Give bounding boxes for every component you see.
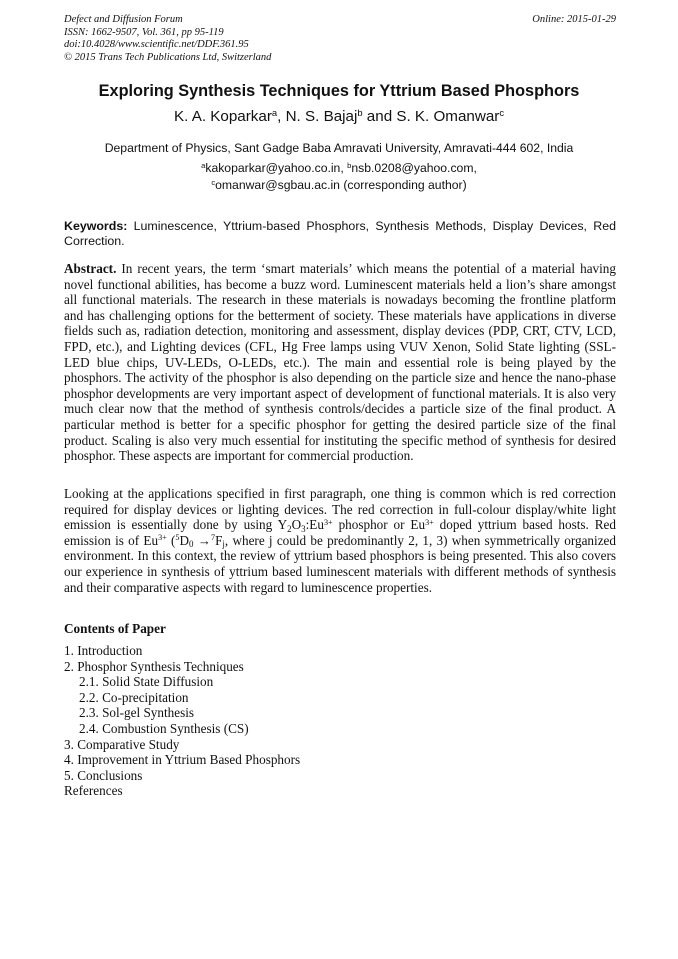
email-a: kakoparkar@yahoo.co.in, (205, 161, 348, 175)
toc-item: References (64, 783, 123, 799)
author-separator: , (277, 108, 286, 125)
subscript: j (222, 539, 225, 550)
author-list (0, 108, 678, 125)
keywords-label: Keywords: (64, 219, 128, 233)
superscript: 7 (210, 533, 216, 543)
para-text: O (291, 517, 302, 533)
abstract-text: In recent years, the term ‘smart materials’ which means the potential of a material having novel functional abilities, has become a buzz word. Luminescent materials held a lion’s share amongst all functional materials. The research in these materials is nowadays becoming the frontline platform and has challenging options for the betterment of society. These materials have applications in diverse fields such as, radiation detection, monitoring and assessment, display devices (PDP, CRT, CTV, LCD, FPD, etc.), and Lighting devices (CFL, Hg Free lamps using VUV Xenon, Solid State lighting (SSL-LED blue chips, UV-LEDs, O-LEDs, etc.). The main and essential role is being played by the phosphors. The activity of the phosphor is also depending on the particle size and hence the nano-phase phosphor developments are very important aspect of development of functional materials. It is also very much clear now that the method of synthesis controls/decides a particle size of the final product. A particular method is better for a specific phosphor for getting the desired particle size of the final product. Scaling is also very much essential for instituting the specific method of synthesis for desired phosphor. These aspects are important for commercial production. (64, 261, 616, 464)
author-separator: and (362, 108, 397, 125)
para-text: Looking at the applications specified in first paragraph, one thing is common which is red correction required for display devices or lighting devices. The red correction in full-colour display/white light emission is essentially done by using Y (64, 486, 616, 533)
author-name: K. A. Koparkar (173, 108, 272, 125)
toc-subitem: 2.2. Co-precipitation (79, 689, 189, 705)
abstract (64, 261, 616, 464)
keywords (64, 219, 616, 249)
toc-item: 2. Phosphor Synthesis Techniques (64, 658, 244, 674)
email-b: nsb.0208@yahoo.com, (351, 161, 477, 175)
email-line-1 (0, 161, 678, 175)
email-mark: a (201, 160, 206, 170)
superscript: 3+ (158, 533, 167, 543)
email-line-2 (0, 178, 678, 192)
author-mark: b (357, 106, 363, 118)
journal-issn: ISSN: 1662-9507, Vol. 361, pp 95-119 (64, 26, 224, 38)
journal-header (64, 14, 616, 64)
journal-name: Defect and Diffusion Forum (64, 14, 183, 25)
para-text: F (215, 532, 223, 548)
email-mark: c (211, 177, 216, 187)
toc-subitem: 2.1. Solid State Diffusion (79, 674, 214, 690)
superscript: 5 (175, 533, 180, 543)
author-mark: a (271, 106, 278, 118)
toc-item: 5. Conclusions (64, 767, 143, 783)
contents-heading: Contents of Paper (64, 621, 166, 636)
para-text: , where j could be predominantly 2, 1, 3) when symmetrically organized environment. In this context, the review of yttrium based phosphors is being presented. This also covers our experience in synthesis of yttrium based luminescent materials with different methods of synthesis and their comparative aspects with regard to luminescence properties. (64, 532, 616, 595)
para-text: phosphor or Eu (332, 517, 426, 533)
toc-item: 4. Improvement in Yttrium Based Phosphors (64, 752, 301, 768)
paper-title: Exploring Synthesis Techniques for Yttrium Based Phosphors (98, 82, 580, 100)
journal-copyright: © 2015 Trans Tech Publications Ltd, Switzerland (64, 51, 272, 63)
para-text: doped yttrium based hosts. Red emission is of Eu (64, 517, 616, 548)
para-text: :Eu (305, 517, 324, 533)
author-name: S. K. Omanwar (396, 108, 500, 125)
toc-item: 3. Comparative Study (64, 736, 180, 752)
journal-doi: doi:10.4028/www.scientific.net/DDF.361.95 (64, 39, 249, 50)
email-mark: b (347, 160, 352, 170)
email-c: omanwar@sgbau.ac.in (corresponding author) (215, 178, 467, 192)
toc-subitem: 2.3. Sol-gel Synthesis (79, 705, 195, 721)
subscript: 2 (287, 523, 292, 534)
subscript: 3 (301, 523, 306, 534)
author-name: N. S. Bajaj (285, 108, 358, 125)
para-text: D (179, 532, 190, 548)
toc-subitem: 2.4. Combustion Synthesis (CS) (79, 720, 249, 736)
toc-item: 1. Introduction (64, 643, 143, 658)
para-text: → (193, 532, 211, 548)
abstract-label: Abstract. (64, 261, 117, 276)
intro-paragraph (64, 486, 616, 595)
subscript: 0 (189, 539, 194, 550)
keywords-text: Luminescence, Yttrium-based Phosphors, Synthesis Methods, Display Devices, Red Correction. (64, 219, 616, 248)
para-text: ( (166, 532, 176, 548)
superscript: 3+ (323, 517, 333, 527)
table-of-contents (64, 643, 300, 799)
online-date: Online: 2015-01-29 (532, 14, 616, 25)
affiliation: Department of Physics, Sant Gadge Baba Amravati University, Amravati-444 602, India (104, 141, 574, 155)
author-mark: c (499, 106, 505, 118)
superscript: 3+ (425, 517, 434, 527)
